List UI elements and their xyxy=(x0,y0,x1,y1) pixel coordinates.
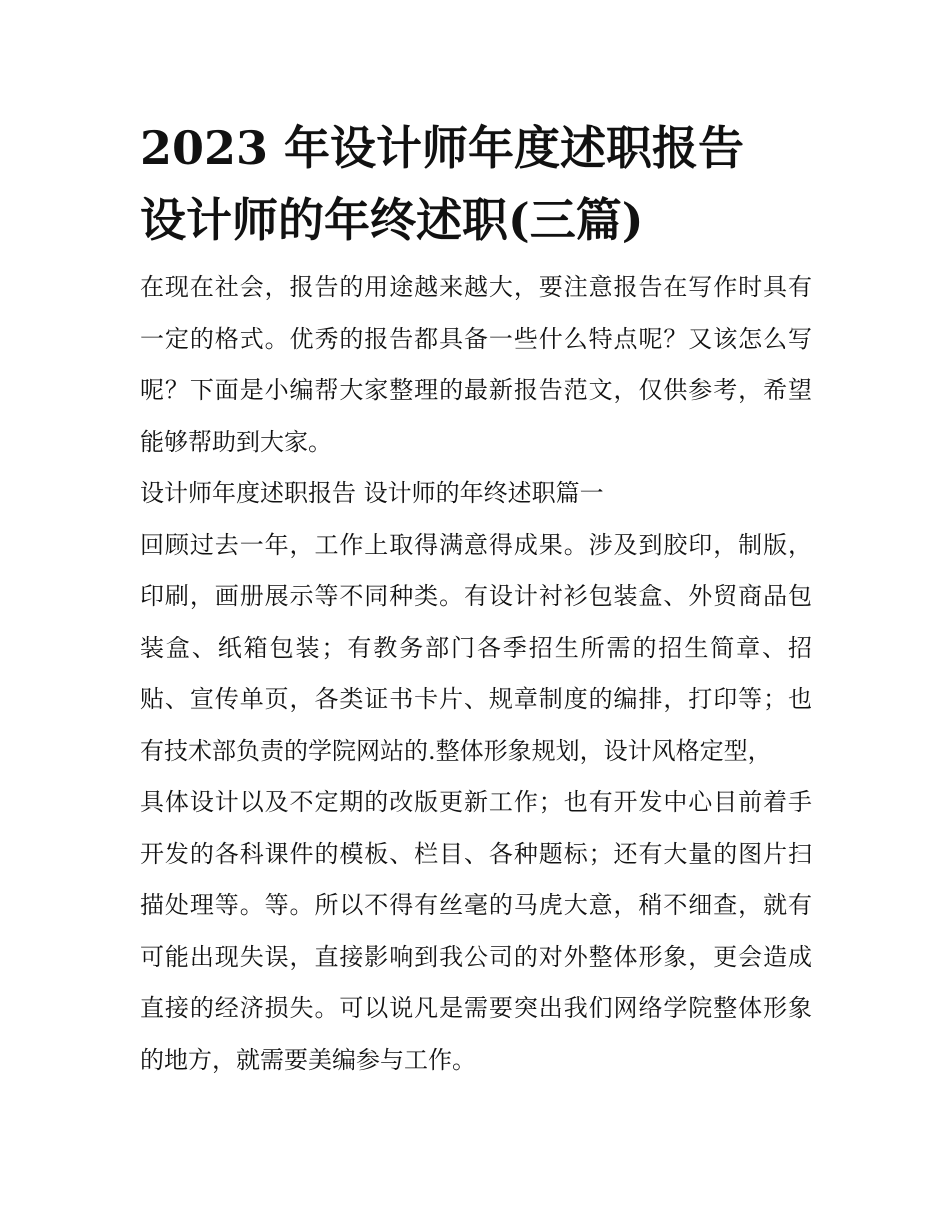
document-page xyxy=(140,112,812,1086)
body-line: 直接的经济损失。可以说凡是需要突出我们网络学院整体形象 xyxy=(140,994,812,1022)
body-line: 的地方，就需要美编参与工作。 xyxy=(140,1045,476,1074)
body-line: 描处理等。等。所以不得有丝毫的马虎大意，稍不细查，就有 xyxy=(140,891,812,919)
body-line: 具体设计以及不定期的改版更新工作；也有开发中心目前着手 xyxy=(140,788,812,816)
document-title-line-2: 设计师的年终述职(三篇) xyxy=(140,193,644,247)
body-line: 回顾过去一年，工作上取得满意得成果。涉及到胶印，制版， xyxy=(140,530,812,559)
body-line: 有技术部负责的学院网站的.整体形象规划，设计风格定型， xyxy=(140,736,772,765)
intro-line: 一定的格式。优秀的报告都具备一些什么特点呢？又该怎么写 xyxy=(140,324,812,353)
intro-line: 呢？下面是小编帮大家整理的最新报告范文，仅供参考，希望 xyxy=(140,376,812,404)
body-line: 贴、宣传单页，各类证书卡片、规章制度的编排，打印等；也 xyxy=(140,685,812,713)
body-line: 可能出现失误，直接影响到我公司的对外整体形象，更会造成 xyxy=(140,942,812,971)
document-title-line-1: 2023 年设计师年度述职报告 xyxy=(140,121,745,175)
body-line: 装盒、纸箱包装；有教务部门各季招生所需的招生简章、招 xyxy=(140,633,812,662)
body-line: 开发的各科课件的模板、栏目、各种题标；还有大量的图片扫 xyxy=(140,839,812,868)
intro-line: 在现在社会，报告的用途越来越大，要注意报告在写作时具有 xyxy=(140,273,812,301)
intro-paragraph xyxy=(140,262,812,1086)
intro-line: 能够帮助到大家。 xyxy=(140,427,332,456)
body-line: 印刷，画册展示等不同种类。有设计衬衫包装盒、外贸商品包 xyxy=(140,582,812,610)
section-heading: 设计师年度述职报告 设计师的年终述职篇一 xyxy=(140,479,604,507)
